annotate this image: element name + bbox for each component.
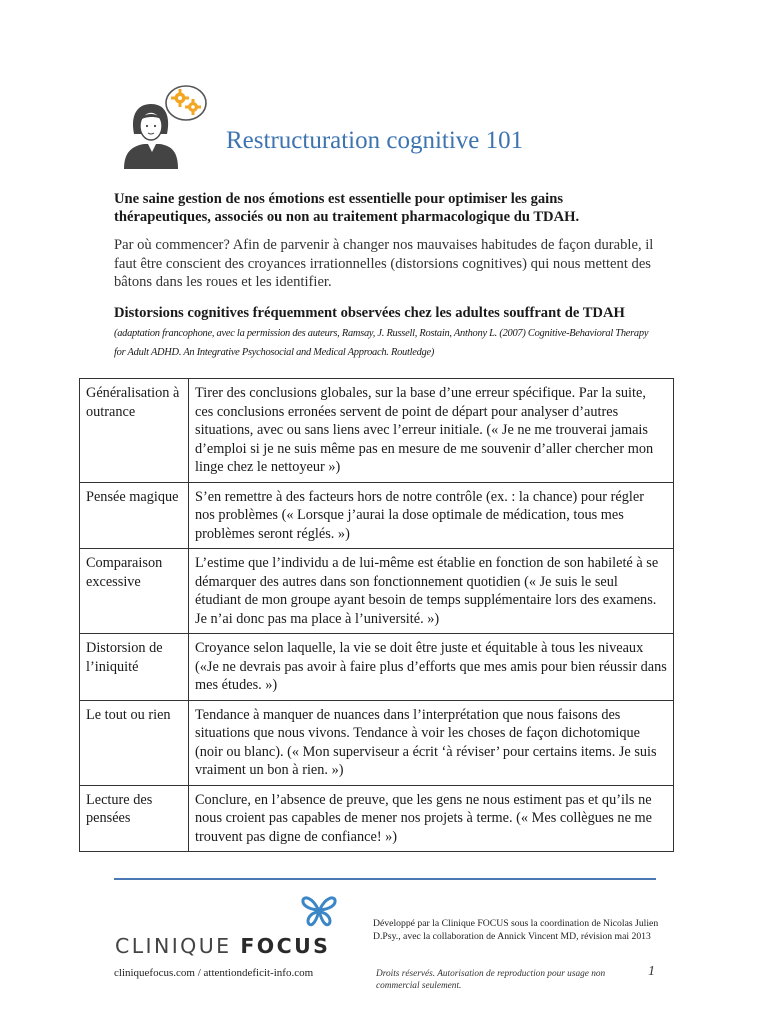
distortion-description: Croyance selon laquelle, la vie se doit être juste et équitable à tous les niveaux («Je ne devrais pas avoir à faire plus d’efforts que mes amis pour bien réussir dans mes études. ») <box>189 634 674 701</box>
section-heading <box>114 304 654 361</box>
table-row <box>80 549 674 634</box>
distortion-description: Tirer des conclusions globales, sur la base d’une erreur spécifique. Par la suite, ces conclusions erronées servent de point de départ pour analyser d’autres situations, avec ou sans liens avec l’erreur initiale. (« Je ne me trouverai jamais d’emploi si je ne suis même pas en mesure de me souvenir d’aller chercher mon linge chez le nettoyeur ») <box>189 379 674 483</box>
distortion-term: Généralisation à outrance <box>80 379 189 483</box>
table-row <box>80 785 674 852</box>
distortion-term: Distorsion de l’iniquité <box>80 634 189 701</box>
footer-divider <box>114 878 656 880</box>
distortion-term: Comparaison excessive <box>80 549 189 634</box>
table-row <box>80 482 674 549</box>
table-row <box>80 700 674 785</box>
intro-statement: Une saine gestion de nos émotions est essentielle pour optimiser les gains thérapeutiques, associés ou non au traitement pharmacologique du TDAH. <box>114 191 580 225</box>
butterfly-icon <box>300 893 338 929</box>
distortions-table <box>79 378 674 852</box>
distortion-description: Tendance à manquer de nuances dans l’interprétation que nous faisons des situations que nous vivons. Tendance à voir les choses de façon dichotomique (noir ou blanc). (« Mon superviseur a écrit ‘à réviser’ pour certains items. Je suis vraiment un bon à rien. ») <box>189 700 674 785</box>
distortion-term: Lecture des pensées <box>80 785 189 852</box>
page-number: 1 <box>648 964 655 979</box>
table-row <box>80 634 674 701</box>
distortion-description: L’estime que l’individu a de lui-même est établie en fonction de son habileté à se démarquer des autres dans son fonctionnement quotidien (« Je suis le seul étudiant de mon groupe ayant besoin de temps supplémentaire lors des examens. Je n’ai donc pas ma place à l’université. ») <box>189 549 674 634</box>
credits: Développé par la Clinique FOCUS sous la coordination de Nicolas Julien D.Psy., avec la collaboration de Annick Vincent MD, révision mai 2013 <box>373 918 659 942</box>
distortion-description: S’en remettre à des facteurs hors de notre contrôle (ex. : la chance) pour régler nos problèmes (« Lorsque j’aurai la dose optimale de médication, tous mes problèmes seront réglés. ») <box>189 482 674 549</box>
brand-light: CLINIQUE <box>115 934 232 958</box>
page-title: Restructuration cognitive 101 <box>226 127 524 154</box>
distortion-description: Conclure, en l’absence de preuve, que les gens ne nous estiment pas et qu’ils ne nous croient pas capables de mener nos projets à terme. (« Mes collègues ne me trouvent pas digne de confiance! ») <box>189 785 674 852</box>
table-row <box>80 379 674 483</box>
distortion-term: Pensée magique <box>80 482 189 549</box>
citation: (adaptation francophone, avec la permission des auteurs, Ramsay, J. Russell, Rostain, Anthony L. (2007) Cognitive-Behavioral Therapy for Adult ADHD. An Integrative Psychosocial and Medical Approach. Routledge) <box>114 328 649 358</box>
section-heading-text: Distorsions cognitives fréquemment observées chez les adultes souffrant de TDAH <box>114 305 625 321</box>
intro-paragraph: Par où commencer? Afin de parvenir à changer nos mauvaises habitudes de façon durable, il faut être conscient des croyances irrationnelles (distorsions cognitives) qui nous mettent des bâtons dans les roues et les identifier. <box>114 237 654 290</box>
distortion-term: Le tout ou rien <box>80 700 189 785</box>
rights-notice: Droits réservés. Autorisation de reproduction pour usage non commercial seulement. <box>376 969 606 991</box>
brand-bold: FOCUS <box>240 934 331 958</box>
website-links: cliniquefocus.com / attentiondeficit-info.com <box>114 967 314 979</box>
clinique-focus-logo <box>115 934 330 958</box>
person-thinking-gears-icon <box>118 74 218 170</box>
